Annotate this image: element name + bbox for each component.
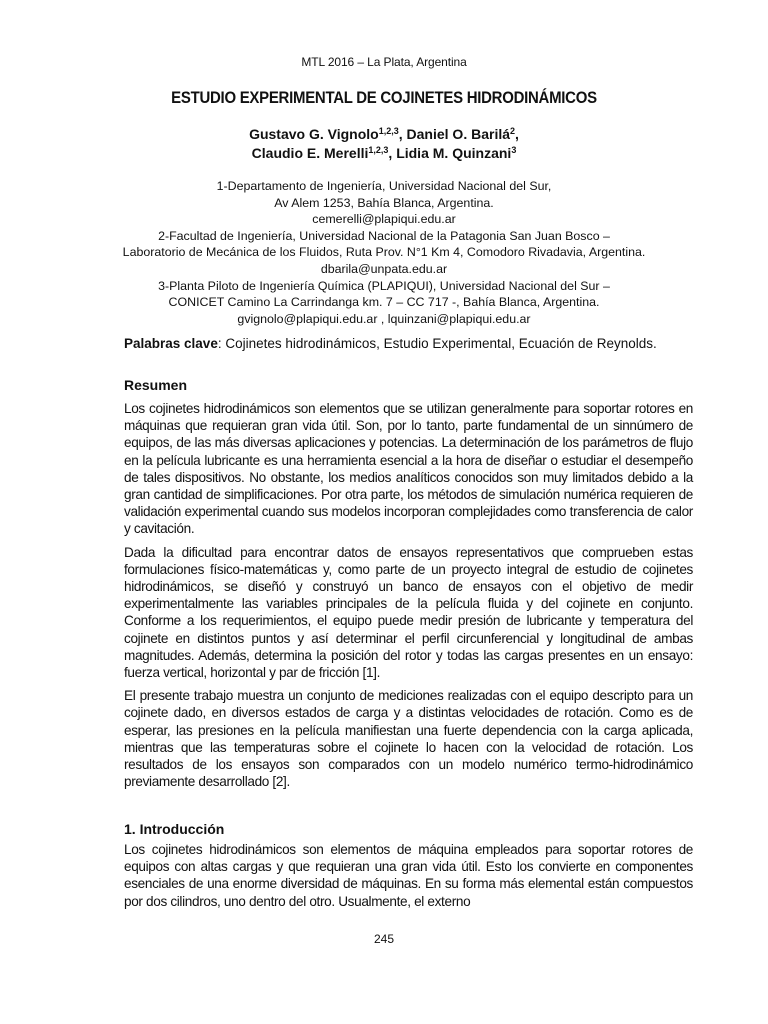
affiliation-email: gvignolo@plapiqui.edu.ar , lquinzani@plapiqui.edu.ar [237, 311, 531, 326]
conference-header: MTL 2016 – La Plata, Argentina [301, 55, 467, 69]
abstract-body [124, 400, 693, 796]
author-affiliation-mark: 3 [511, 145, 517, 155]
keywords-label: Palabras clave [124, 336, 218, 351]
affiliation-line: 3-Planta Piloto de Ingeniería Química (PLAPIQUI), Universidad Nacional del Sur – [158, 278, 610, 293]
author-name: Lidia M. Quinzani [396, 145, 512, 161]
introduction-paragraph: Los cojinetes hidrodinámicos son elementos de máquina empleados para soportar rotores de equipos con altas cargas y que requieran una gran vida útil. Esto los convierte en componentes esenciales de una enorme diversidad de máquinas. En su forma más elemental están compuestos por dos cilindros, uno dentro del otro. Usualmente, el externo [124, 842, 693, 909]
author-line-1 [0, 125, 768, 144]
affiliation-line: 1-Departamento de Ingeniería, Universidad Nacional del Sur, [216, 179, 552, 193]
affiliation-line: 2-Facultad de Ingeniería, Universidad Nacional de la Patagonia San Juan Bosco – [158, 228, 610, 243]
page-number: 245 [373, 932, 395, 946]
abstract-heading: Resumen [124, 377, 188, 393]
author-separator: , [515, 126, 519, 142]
author-line-2 [0, 144, 768, 163]
introduction-body [124, 841, 693, 916]
affiliation-line: CONICET Camino La Carrindanga km. 7 – CC 717 -, Bahía Blanca, Argentina. [168, 295, 600, 310]
author-name: Claudio E. Merelli [251, 145, 369, 161]
affiliations [0, 178, 768, 327]
author-separator: , [388, 145, 397, 161]
author-separator: , [398, 126, 407, 142]
author-affiliation-mark: 1,2,3 [368, 145, 389, 155]
affiliation-line: Laboratorio de Mecánica de los Fluidos, Ruta Prov. N°1 Km 4, Comodoro Rivadavia, Argentina. [122, 245, 646, 260]
affiliation-email: cemerelli@plapiqui.edu.ar [312, 212, 456, 227]
abstract-paragraph: Dada la dificultad para encontrar datos de ensayos representativos que comprueben estas formulaciones físico-matemáticas y, como parte de un proyecto integral de estudio de cojinetes hidrodinámicos, se diseñó y construyó un banco de ensayos con el objetivo de medir experimentalmente las variables principales de la película fluida y del cojinete en conjunto. Conforme a los requerimientos, el equipo puede medir presión de lubricante y temperatura del cojinete en distintos puntos y así determinar el perfil circunferencial y longitudinal de ambas magnitudes. Además, determina la posición del rotor y todas las cargas presentes en un ensayo: fuerza vertical, horizontal y par de fricción [1]. [124, 544, 693, 681]
author-name: Daniel O. Barilá [406, 126, 511, 142]
paper-title: ESTUDIO EXPERIMENTAL DE COJINETES HIDRODINÁMICOS [171, 88, 597, 107]
abstract-paragraph: El presente trabajo muestra un conjunto de mediciones realizadas con el equipo descripto para un cojinete dado, en diversos estados de carga y a distintas velocidades de rotación. Como es de esperar, las presiones en la película manifiestan una fuerte dependencia con la carga aplicada, mientras que las temperaturas sobre el cojinete lo hacen con la velocidad de rotación. Los resultados de los ensayos son comparados con un modelo numérico termo-hidrodinámico previamente desarrollado [2]. [124, 688, 693, 790]
author-list [0, 125, 768, 163]
author-affiliation-mark: 1,2,3 [378, 126, 399, 136]
keywords [124, 336, 724, 351]
author-affiliation-mark: 2 [510, 126, 516, 136]
section-heading-introduction: 1. Introducción [124, 821, 225, 837]
affiliation-email: dbarila@unpata.edu.ar [320, 261, 448, 276]
author-name: Gustavo G. Vignolo [249, 126, 379, 142]
keywords-text: : Cojinetes hidrodinámicos, Estudio Experimental, Ecuación de Reynolds. [217, 336, 657, 351]
affiliation-line: Av Alem 1253, Bahía Blanca, Argentina. [274, 195, 494, 210]
abstract-paragraph: Los cojinetes hidrodinámicos son elementos que se utilizan generalmente para soportar rotores en máquinas que requieran gran vida útil. Son, por lo tanto, parte fundamental de un sinnúmero de equipos, de las más diversas aplicaciones y potencias. La determinación de los parámetros de flujo en la película lubricante es una herramienta esencial a la hora de diseñar o estudiar el desempeño de tales dispositivos. No obstante, los medios analíticos conocidos son muy limitados debido a la gran cantidad de simplificaciones. Por otra parte, los métodos de simulación numérica requieren de validación experimental cuando sus modelos incorporan complejidades como transferencia de calor y cavitación. [124, 401, 693, 537]
